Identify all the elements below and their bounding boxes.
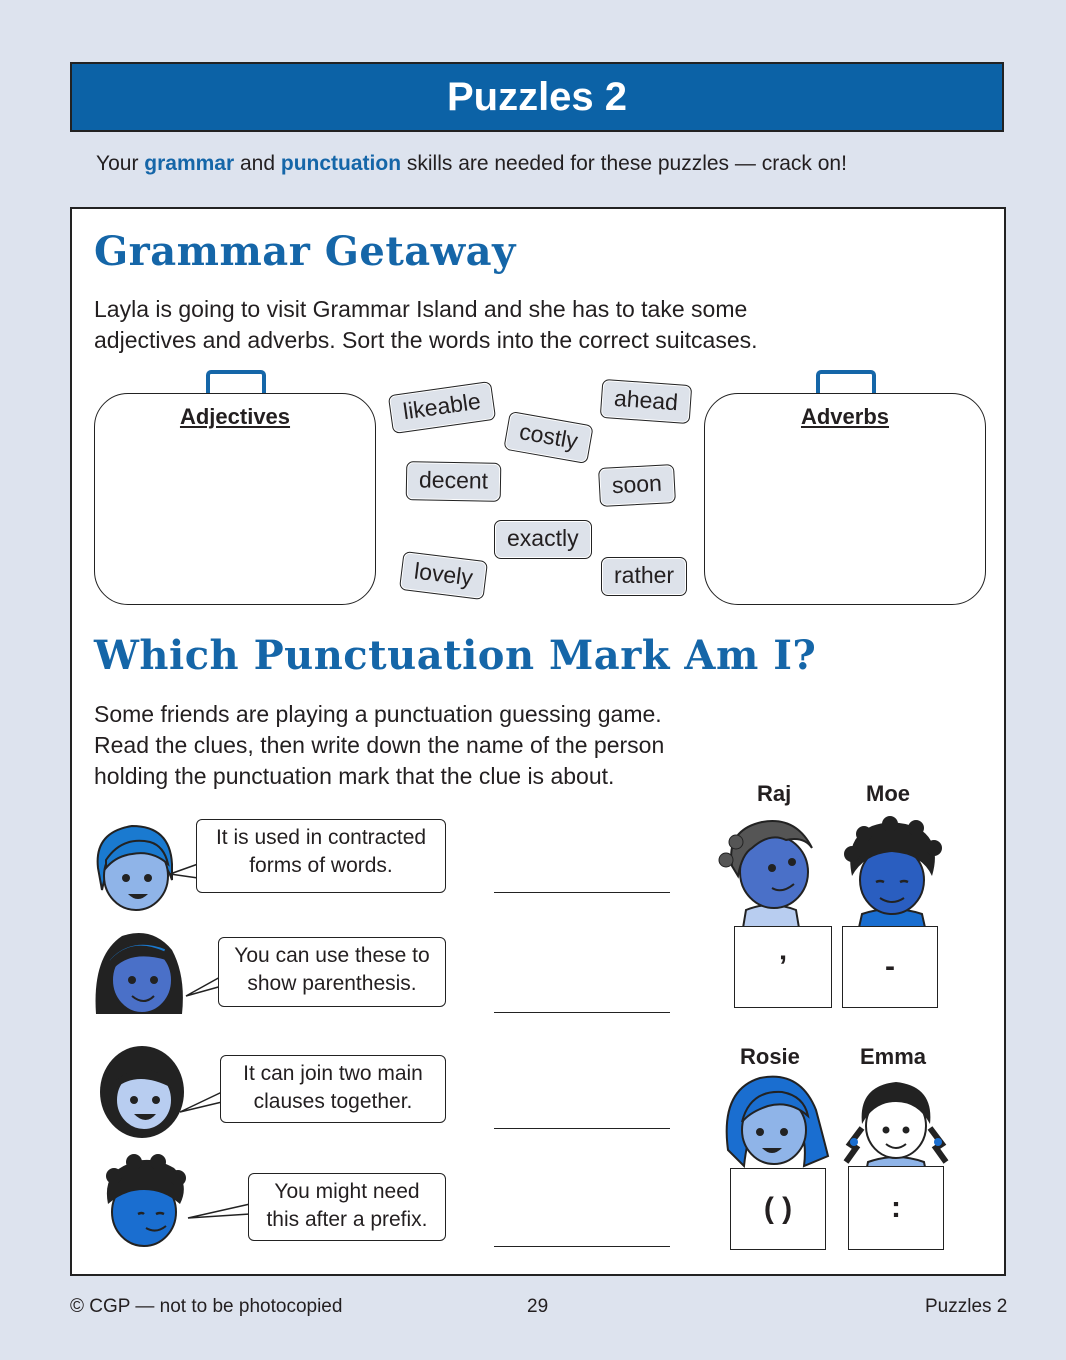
speech-tail-icon xyxy=(186,1200,252,1224)
clue-bubble-3 xyxy=(220,1055,446,1123)
word-tile-lovely[interactable]: lovely xyxy=(399,551,488,600)
emma-character-icon xyxy=(838,1072,954,1172)
instruction-line-2: Read the clues, then write down the name of the person xyxy=(94,732,665,758)
moe-character-icon xyxy=(838,818,948,932)
speech-tail-icon xyxy=(178,1088,224,1114)
clue-1-line-2: forms of words. xyxy=(249,854,393,877)
instruction-line-2: adjectives and adverbs. Sort the words into the correct suitcases. xyxy=(94,327,758,353)
raj-character-icon xyxy=(716,814,826,934)
person-name-moe: Moe xyxy=(866,781,910,806)
clue-2-line-1: You can use these to xyxy=(234,944,430,967)
person-name-raj: Raj xyxy=(757,781,792,806)
footer-copyright: © CGP — not to be photocopied xyxy=(70,1296,343,1317)
word-tile-decent[interactable]: decent xyxy=(406,461,502,502)
word-tile-likeable[interactable]: likeable xyxy=(388,381,496,434)
rosie-card: ( ) xyxy=(730,1168,826,1250)
punctuation-instructions xyxy=(94,699,664,792)
raj-card: ’ xyxy=(734,926,832,1008)
girl-face-3-icon xyxy=(98,1044,190,1140)
word-tile-soon[interactable]: soon xyxy=(598,464,676,507)
answer-line-4[interactable] xyxy=(494,1246,670,1247)
intro-mid: and xyxy=(234,152,281,175)
adjectives-label: Adjectives xyxy=(179,404,291,429)
clue-4-line-1: You might need xyxy=(274,1180,420,1203)
boy-face-4-icon xyxy=(94,1154,194,1254)
instruction-line-3: holding the punctuation mark that the clue is about. xyxy=(94,763,615,789)
footer-section: Puzzles 2 xyxy=(925,1296,1008,1317)
clue-2-line-2: show parenthesis. xyxy=(247,972,417,995)
clue-4-line-2: this after a prefix. xyxy=(266,1208,428,1231)
clue-1-line-1: It is used in contracted xyxy=(215,826,427,849)
intro-pre: Your xyxy=(96,152,145,175)
clue-bubble-1 xyxy=(196,819,446,893)
emma-card: : xyxy=(848,1166,944,1250)
answer-line-2[interactable] xyxy=(494,1012,670,1013)
answer-line-1[interactable] xyxy=(494,892,670,893)
intro-grammar: grammar xyxy=(144,152,235,175)
intro-punctuation: punctuation xyxy=(280,152,402,175)
word-tile-exactly[interactable]: exactly xyxy=(494,520,592,559)
footer-page-number: 29 xyxy=(527,1296,549,1317)
person-name-emma: Emma xyxy=(860,1044,927,1069)
instruction-line-1: Some friends are playing a punctuation guessing game. xyxy=(94,701,662,727)
grammar-getaway-heading: Grammar Getaway xyxy=(94,228,516,275)
clue-bubble-4 xyxy=(248,1173,446,1241)
adverbs-label: Adverbs xyxy=(800,404,890,429)
clue-3-line-1: It can join two main xyxy=(243,1062,423,1085)
intro-text xyxy=(96,152,847,176)
title-banner xyxy=(70,62,1004,132)
word-tile-costly[interactable]: costly xyxy=(503,411,593,464)
girl-face-2-icon xyxy=(92,926,187,1021)
moe-card: - xyxy=(842,926,938,1008)
instruction-line-1: Layla is going to visit Grammar Island and she has to take some xyxy=(94,296,748,322)
person-name-rosie: Rosie xyxy=(740,1044,800,1069)
answer-line-3[interactable] xyxy=(494,1128,670,1129)
grammar-getaway-instructions xyxy=(94,294,758,356)
punctuation-heading: Which Punctuation Mark Am I? xyxy=(94,632,817,679)
page-title: Puzzles 2 xyxy=(446,74,628,119)
word-tile-ahead[interactable]: ahead xyxy=(600,379,692,424)
word-tile-rather[interactable]: rather xyxy=(601,557,687,596)
adverbs-suitcase[interactable] xyxy=(704,393,986,605)
clue-3-line-2: clauses together. xyxy=(253,1090,413,1113)
rosie-character-icon xyxy=(720,1070,830,1174)
intro-post: skills are needed for these puzzles — crack on! xyxy=(401,152,847,175)
clue-bubble-2 xyxy=(218,937,446,1007)
adjectives-suitcase[interactable] xyxy=(94,393,376,605)
